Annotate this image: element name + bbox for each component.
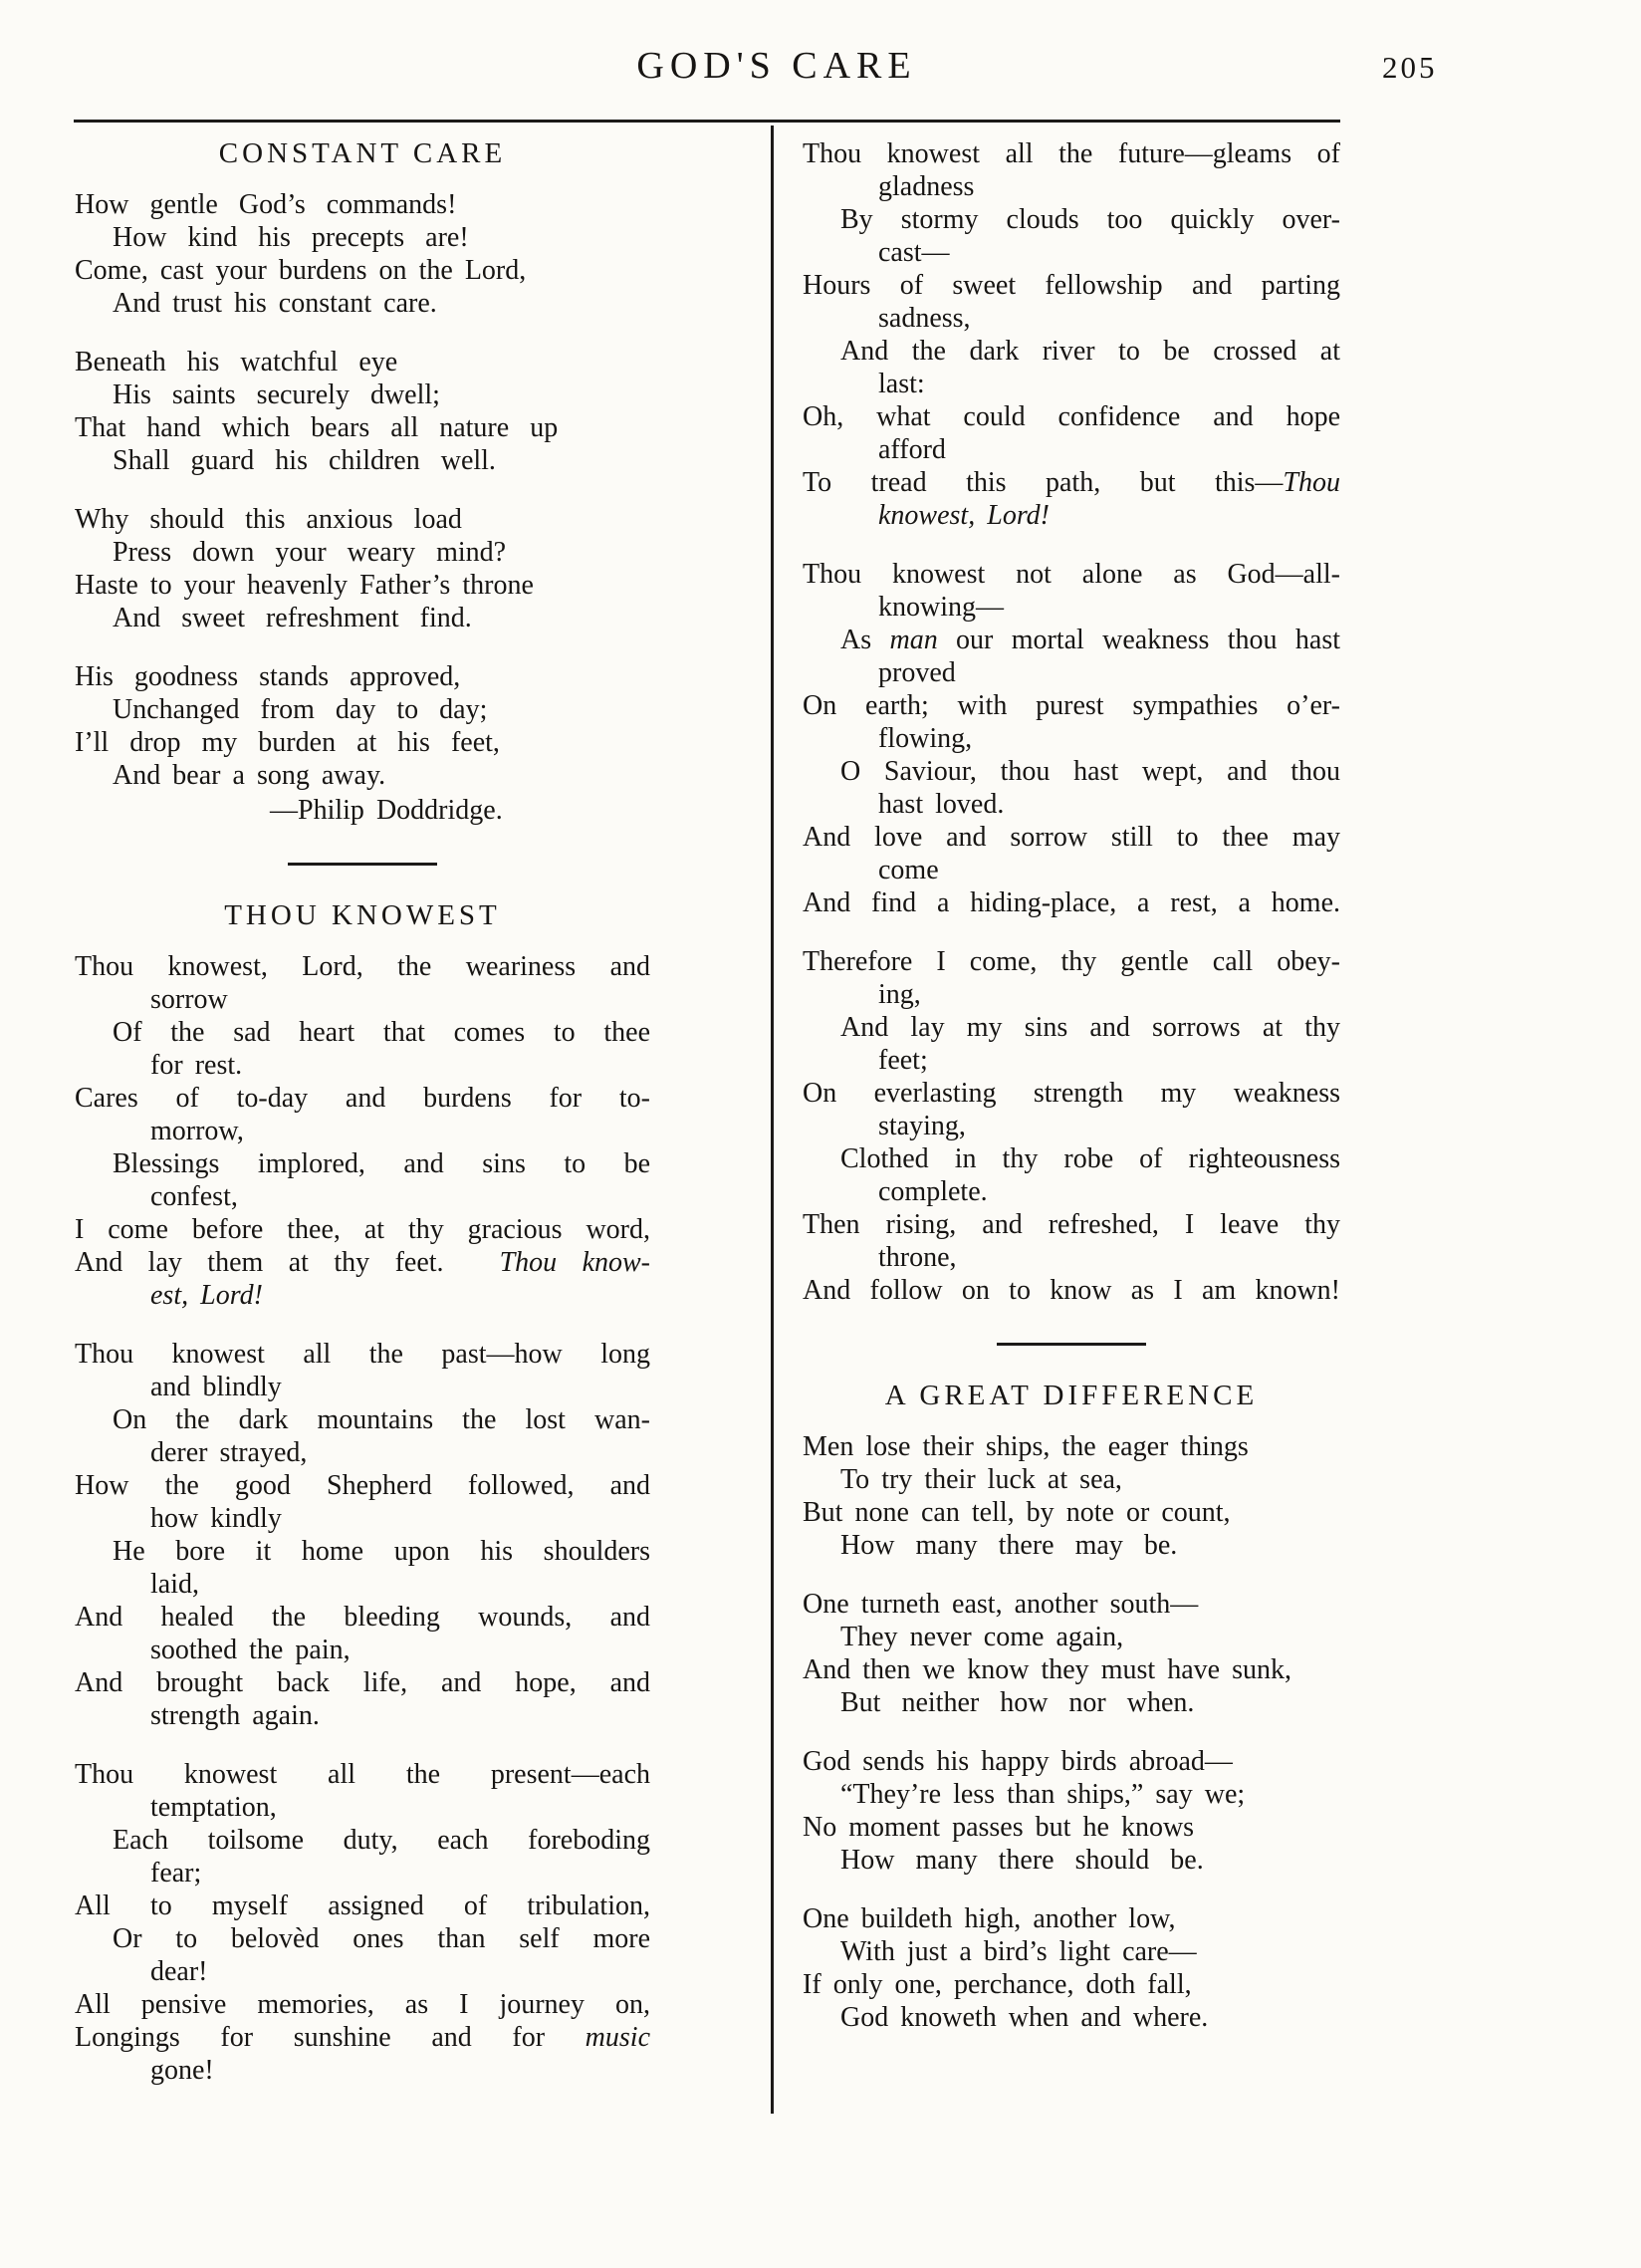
poem-line	[75, 1213, 650, 1246]
text-run: God sends his happy birds abroad—	[803, 1746, 1233, 1777]
poem-line	[803, 203, 1340, 236]
text-run: Thou knowest, Lord, the weariness and	[75, 951, 650, 982]
poem-line	[75, 1147, 650, 1180]
stanza	[803, 1588, 1340, 1719]
text-run: And follow on to know as I am known!	[803, 1275, 1340, 1306]
poem-line	[803, 624, 1340, 656]
stanza	[803, 558, 1340, 919]
poem-line	[75, 602, 650, 634]
text-run: And lay my sins and sorrows at thy	[840, 1012, 1340, 1043]
stanza	[75, 1338, 650, 1732]
italic-run: est, Lord!	[150, 1280, 263, 1311]
text-run: As	[840, 625, 890, 655]
poem-line	[75, 1824, 650, 1857]
text-run: feet;	[878, 1045, 928, 1076]
poem-line	[803, 854, 1340, 886]
text-run: Cares of to-day and burdens for to-	[75, 1083, 650, 1114]
stanza	[75, 503, 650, 634]
attribution: —Philip Doddridge.	[270, 795, 503, 826]
poem-line	[803, 433, 1340, 466]
text-run: “They’re less than ships,” say we;	[840, 1779, 1246, 1810]
stanza	[803, 1430, 1340, 1562]
poem-line	[803, 499, 1340, 532]
poem-line	[75, 1758, 650, 1791]
text-run: How gentle God’s commands!	[75, 189, 457, 220]
text-run: To tread this path, but this—	[803, 467, 1284, 498]
poem-line	[803, 1274, 1340, 1307]
poem-line	[803, 2001, 1340, 2034]
poem-line	[75, 188, 650, 221]
italic-run: Thou know-	[499, 1247, 651, 1278]
text-run: All to myself assigned of tribulation,	[75, 1890, 650, 1921]
poem-line	[803, 1110, 1340, 1142]
poem-line	[803, 1208, 1340, 1241]
text-run: complete.	[878, 1176, 988, 1207]
poem-line	[803, 1935, 1340, 1968]
poem-line	[803, 1044, 1340, 1077]
text-run: And love and sorrow still to thee may	[803, 822, 1340, 853]
poem-line	[803, 1778, 1340, 1811]
text-run: One buildeth high, another low,	[803, 1903, 1176, 1934]
stanza	[803, 1745, 1340, 1877]
text-run: our mortal weakness thou hast	[937, 625, 1341, 655]
poem-line	[803, 1653, 1340, 1686]
poem-line	[803, 1844, 1340, 1877]
text-run: And sweet refreshment find.	[113, 603, 472, 633]
text-run: come	[878, 855, 939, 885]
text-run: sadness,	[878, 303, 971, 334]
text-run: Thou knowest all the present—each	[75, 1759, 650, 1790]
poem-line	[803, 466, 1340, 499]
poem-line	[75, 346, 650, 378]
text-run: Come, cast your burdens on the Lord,	[75, 255, 527, 286]
page-number: 205	[1382, 50, 1438, 85]
text-run: All pensive memories, as I journey on,	[75, 1989, 650, 2020]
stanza	[803, 945, 1340, 1307]
poem-line	[75, 1469, 650, 1502]
poem-line	[75, 1115, 650, 1147]
poem-line	[803, 1811, 1340, 1844]
poem-line	[75, 1535, 650, 1568]
poem-line	[75, 1049, 650, 1082]
poem-line	[803, 1463, 1340, 1496]
poem-line	[803, 591, 1340, 624]
poem-line	[75, 1955, 650, 1988]
text-run: But none can tell, by note or count,	[803, 1497, 1231, 1528]
poem-line	[803, 755, 1340, 788]
text-run: On the dark mountains the lost wan-	[113, 1404, 650, 1435]
poem-line	[75, 1601, 650, 1634]
poem-line	[803, 1621, 1340, 1653]
text-run: Men lose their ships, the eager things	[803, 1431, 1249, 1462]
text-run: last:	[878, 369, 925, 399]
running-title: GOD'S CARE	[636, 45, 917, 87]
stanza	[75, 346, 650, 477]
poem-line	[803, 656, 1340, 689]
poem-line	[75, 569, 650, 602]
text-run: cast—	[878, 237, 950, 268]
italic-run: man	[889, 625, 938, 655]
poem-line	[75, 1338, 650, 1371]
text-run: Or to belovèd ones than self more	[113, 1923, 650, 1954]
poem-line	[75, 503, 650, 536]
text-run: Clothed in thy robe of righteousness	[840, 1143, 1340, 1174]
text-run: One turneth east, another south—	[803, 1589, 1199, 1620]
poem-line	[803, 137, 1340, 170]
text-run: soothed the pain,	[150, 1635, 351, 1665]
poem-line	[803, 1175, 1340, 1208]
text-run: How the good Shepherd followed, and	[75, 1470, 650, 1501]
text-run: I come before thee, at thy gracious word,	[75, 1214, 650, 1245]
poem-title: THOU KNOWEST	[224, 899, 501, 931]
text-run: And healed the bleeding wounds, and	[75, 1602, 650, 1633]
poem-line	[75, 1568, 650, 1601]
text-run: And the dark river to be crossed at	[840, 336, 1340, 367]
poem-line	[75, 221, 650, 254]
poem-title: CONSTANT CARE	[218, 137, 507, 169]
poem-line	[75, 1246, 650, 1279]
text-run: Shall guard his children well.	[113, 445, 496, 476]
poem-line	[803, 236, 1340, 269]
text-run: Oh, what could confidence and hope	[803, 401, 1340, 432]
section-separator	[288, 863, 437, 866]
poem-line	[75, 1371, 650, 1403]
poem-line	[803, 821, 1340, 854]
poem-line	[75, 1857, 650, 1890]
poem-line	[803, 788, 1340, 821]
italic-run: knowest, Lord!	[878, 500, 1051, 531]
stanza	[803, 137, 1340, 532]
text-run: By stormy clouds too quickly over-	[840, 204, 1340, 235]
right-column	[803, 137, 1340, 2034]
left-column	[75, 137, 650, 2087]
poem-line	[803, 1430, 1340, 1463]
stanza	[75, 188, 650, 320]
text-run: derer strayed,	[150, 1437, 308, 1468]
stanza	[75, 950, 650, 1312]
poem-line	[803, 1241, 1340, 1274]
poem-line	[75, 1502, 650, 1535]
text-run: gladness	[878, 171, 975, 202]
text-run: sorrow	[150, 984, 228, 1015]
poem-line	[803, 1142, 1340, 1175]
poem-line	[75, 1922, 650, 1955]
poem-line	[75, 254, 650, 287]
text-run: and blindly	[150, 1372, 282, 1402]
poem-line	[803, 945, 1340, 978]
text-run: His goodness stands approved,	[75, 661, 461, 692]
section-separator	[997, 1343, 1146, 1346]
poem-line	[803, 1902, 1340, 1935]
poem-line	[803, 1588, 1340, 1621]
poem-line	[75, 1890, 650, 1922]
text-run: hast loved.	[878, 789, 1005, 820]
poem-title: A GREAT DIFFERENCE	[884, 1380, 1259, 1411]
text-run: They never come again,	[840, 1622, 1124, 1652]
poem-line	[75, 1180, 650, 1213]
text-run: And brought back life, and hope, and	[75, 1667, 650, 1698]
poem-line	[75, 693, 650, 726]
text-run: proved	[878, 657, 956, 688]
poem-line	[75, 1436, 650, 1469]
poem-line	[803, 1968, 1340, 2001]
text-run: Of the sad heart that comes to thee	[113, 1017, 650, 1048]
text-run: But neither how nor when.	[840, 1687, 1195, 1718]
text-run: throne,	[878, 1242, 957, 1273]
poem-line	[75, 287, 650, 320]
poem-line	[803, 269, 1340, 302]
poem-line	[75, 660, 650, 693]
text-run: gone!	[150, 2055, 214, 2086]
text-run: ing,	[878, 979, 921, 1010]
text-run: confest,	[150, 1181, 238, 1212]
text-run: He bore it home upon his shoulders	[113, 1536, 650, 1567]
poem-line	[803, 368, 1340, 400]
text-run: for rest.	[150, 1050, 243, 1081]
poem-line	[803, 170, 1340, 203]
stanza	[803, 1902, 1340, 2034]
text-run: Hours of sweet fellowship and parting	[803, 270, 1340, 301]
poem-line	[803, 722, 1340, 755]
poem-line	[803, 978, 1340, 1011]
poem-line	[803, 886, 1340, 919]
text-run: temptation,	[150, 1792, 277, 1823]
poem-line	[75, 1634, 650, 1666]
poem-line	[75, 726, 650, 759]
poem-line	[75, 1988, 650, 2021]
poem-line	[803, 1496, 1340, 1529]
stanza	[75, 1758, 650, 2087]
text-run: knowing—	[878, 592, 1004, 623]
text-run: Thou knowest not alone as God—all-	[803, 559, 1340, 590]
text-run: On earth; with purest sympathies o’er-	[803, 690, 1340, 721]
poem-line	[803, 1077, 1340, 1110]
poem-line	[803, 558, 1340, 591]
poem-line	[75, 1016, 650, 1049]
text-run: O Saviour, thou hast wept, and thou	[840, 756, 1340, 787]
text-run: And trust his constant care.	[113, 288, 437, 319]
poem-line	[75, 1666, 650, 1699]
text-run: how kindly	[150, 1503, 282, 1534]
text-run: Each toilsome duty, each foreboding	[113, 1825, 650, 1856]
poem-line	[75, 411, 650, 444]
poem-line	[75, 759, 650, 792]
poem-line	[75, 1403, 650, 1436]
text-run: On everlasting strength my weakness	[803, 1078, 1340, 1109]
text-run: His saints securely dwell;	[113, 379, 440, 410]
text-run: To try their luck at sea,	[840, 1464, 1122, 1495]
text-run: And lay them at thy feet.	[75, 1247, 500, 1278]
poem-line	[75, 378, 650, 411]
poem-line	[75, 983, 650, 1016]
poem-line	[75, 1279, 650, 1312]
column-divider-rule	[771, 126, 774, 2114]
header-rule	[74, 120, 1340, 123]
text-run: God knoweth when and where.	[840, 2002, 1209, 2033]
text-run: Longings for sunshine and for	[75, 2022, 586, 2053]
poem-line	[75, 536, 650, 569]
text-run: laid,	[150, 1569, 199, 1600]
poem-line	[803, 689, 1340, 722]
poem-line	[75, 1699, 650, 1732]
text-run: Therefore I come, thy gentle call obey-	[803, 946, 1340, 977]
poem-line	[803, 302, 1340, 335]
text-run: strength again.	[150, 1700, 320, 1731]
text-run: afford	[878, 434, 946, 465]
text-run: Press down your weary mind?	[113, 537, 507, 568]
poem-line	[803, 1011, 1340, 1044]
text-run: How kind his precepts are!	[113, 222, 469, 253]
italic-run: Thou	[1283, 467, 1340, 498]
poem-line	[803, 1686, 1340, 1719]
poem-line	[803, 400, 1340, 433]
poem-line	[75, 950, 650, 983]
poem-line	[75, 444, 650, 477]
poem-line	[75, 1082, 650, 1115]
text-run: Haste to your heavenly Father’s throne	[75, 570, 534, 601]
text-run: Then rising, and refreshed, I leave thy	[803, 1209, 1340, 1240]
text-run: I’ll drop my burden at his feet,	[75, 727, 500, 758]
poem-line	[803, 1745, 1340, 1778]
text-run: And bear a song away.	[113, 760, 386, 791]
poem-line	[75, 2054, 650, 2087]
text-run: Beneath his watchful eye	[75, 347, 398, 378]
poem-line	[803, 1529, 1340, 1562]
text-run: Thou knowest all the future—gleams of	[803, 138, 1340, 169]
text-run: How many there may be.	[840, 1530, 1178, 1561]
text-run: flowing,	[878, 723, 973, 754]
text-run: No moment passes but he knows	[803, 1812, 1195, 1843]
text-run: That hand which bears all nature up	[75, 412, 559, 443]
text-run: With just a bird’s light care—	[840, 1936, 1197, 1967]
text-run: Thou knowest all the past—how long	[75, 1339, 650, 1370]
poem-line	[803, 335, 1340, 368]
stanza	[75, 660, 650, 792]
text-run: And then we know they must have sunk,	[803, 1654, 1291, 1685]
text-run: staying,	[878, 1111, 966, 1141]
text-run: morrow,	[150, 1116, 244, 1146]
text-run: How many there should be.	[840, 1845, 1204, 1876]
text-run: Why should this anxious load	[75, 504, 462, 535]
poem-line	[75, 1791, 650, 1824]
poem-line	[75, 2021, 650, 2054]
text-run: And find a hiding-place, a rest, a home.	[803, 887, 1340, 918]
italic-run: music	[585, 2022, 650, 2053]
text-run: If only one, perchance, doth fall,	[803, 1969, 1192, 2000]
text-run: dear!	[150, 1956, 208, 1987]
text-run: fear;	[150, 1858, 202, 1889]
text-run: Blessings implored, and sins to be	[113, 1148, 650, 1179]
text-run: Unchanged from day to day;	[113, 694, 488, 725]
